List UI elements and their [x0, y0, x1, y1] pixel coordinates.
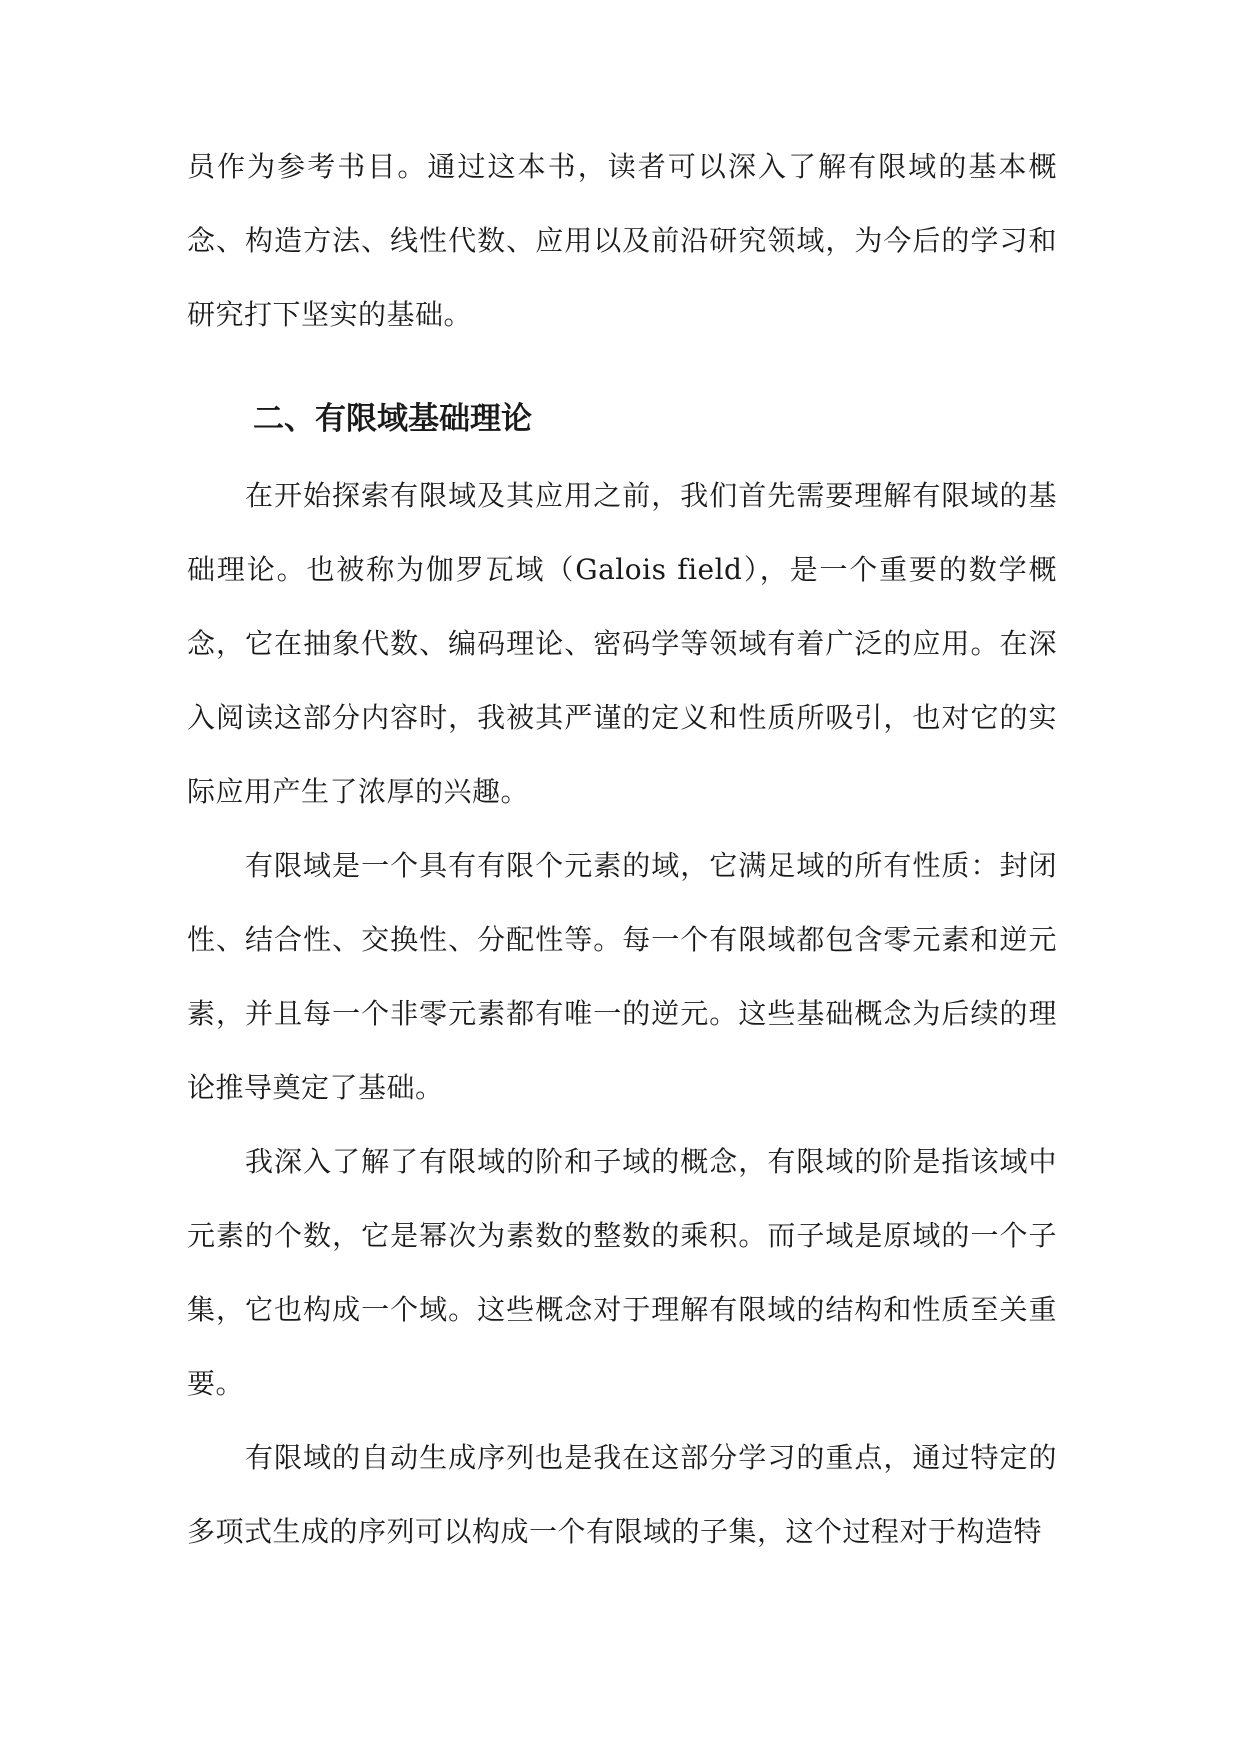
body-paragraph-2: 有限域是一个具有有限个元素的域，它满足域的所有性质：封闭性、结合性、交换性、分配性等。每一个有限域都包含零元素和逆元素，并且每一个非零元素都有唯一的逆元。这些基础概念为后续的理论推导奠定了基础。	[187, 849, 1057, 1104]
document-body	[187, 130, 1057, 1569]
body-paragraph-4: 有限域的自动生成序列也是我在这部分学习的重点，通过特定的多项式生成的序列可以构成一个有限域的子集，这个过程对于构造特	[187, 1441, 1057, 1548]
body-paragraph-3: 我深入了解了有限域的阶和子域的概念，有限域的阶是指该域中元素的个数，它是幂次为素数的整数的乘积。而子域是原域的一个子集，它也构成一个域。这些概念对于理解有限域的结构和性质至关重要。	[187, 1145, 1057, 1400]
body-paragraph-1: 在开始探索有限域及其应用之前，我们首先需要理解有限域的基础理论。也被称为伽罗瓦域（Galois field），是一个重要的数学概念，它在抽象代数、编码理论、密码学等领域有着广泛的应用。在深入阅读这部分内容时，我被其严谨的定义和性质所吸引，也对它的实际应用产生了浓厚的兴趣。	[187, 479, 1057, 808]
section-heading: 二、有限域基础理论	[253, 401, 532, 437]
intro-paragraph: 员作为参考书目。通过这本书，读者可以深入了解有限域的基本概念、构造方法、线性代数、应用以及前沿研究领域，为今后的学习和研究打下坚实的基础。	[187, 150, 1057, 331]
